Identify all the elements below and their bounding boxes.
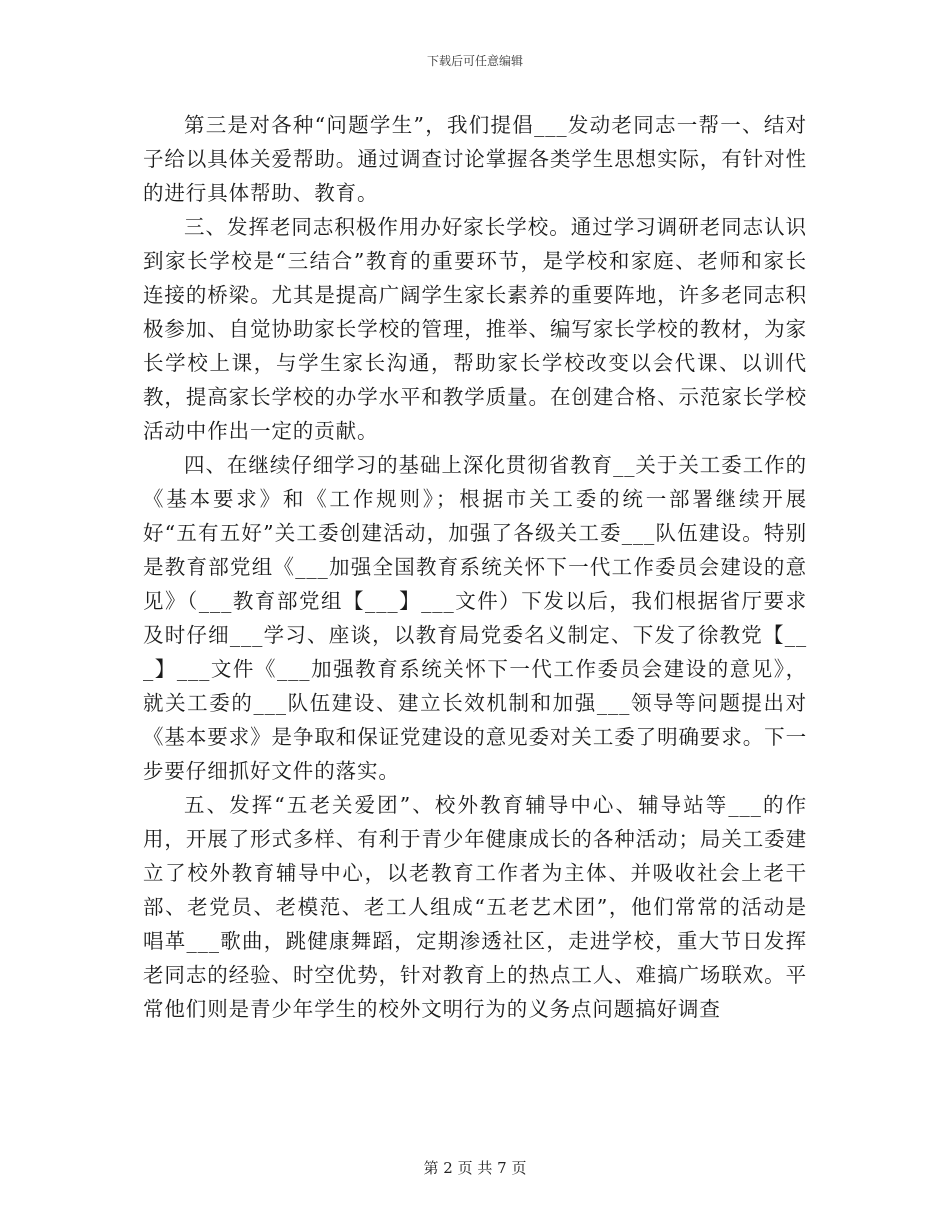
page-number: 第 2 页 共 7 页 — [423, 1159, 527, 1177]
paragraph-2: 三、发挥老同志积极作用办好家长学校。通过学习调研老同志认识到家长学校是“三结合”教育的重要环节，是学校和家庭、老师和家长连接的桥梁。尤其是提高广阔学生家长素养的重要阵地，许多老同志积极参加、自觉协助家长学校的管理，推举、编写家长学校的教材，为家长学校上课，与学生家长沟通，帮助家长学校改变以会代课、以训代教，提高家长学校的办学水平和教学质量。在创建合格、示范家长学校活动中作出一定的贡献。 — [143, 215, 807, 443]
document-body — [143, 108, 807, 1026]
paragraph-1: 第三是对各种“问题学生”，我们提倡___发动老同志一帮一、结对子给以具体关爱帮助。通过调查讨论掌握各类学生思想实际，有针对性的进行具体帮助、教育。 — [143, 113, 807, 205]
page-header: 下载后可任意编辑 — [426, 54, 523, 68]
paragraph-3: 四、在继续仔细学习的基础上深化贯彻省教育__关于关工委工作的《基本要求》和《工作规则》；根据市关工委的统一部署继续开展好“五有五好”关工委创建活动，加强了各级关工委___队伍建设。特别是教育部党组《___加强全国教育系统关怀下一代工作委员会建设的意见》（___教育部党组【___】___文件）下发以后，我们根据省厅要求及时仔细___学习、座谈，以教育局党委名义制定、下发了徐教党【___】___文件《___加强教育系统关怀下一代工作委员会建设的意见》，就关工委的___队伍建设、建立长效机制和加强___领导等问题提出对《基本要求》是争取和保证党建设的意见委对关工委了明确要求。下一步要仔细抓好文件的落实。 — [143, 453, 807, 783]
paragraph-4: 五、发挥“五老关爱团”、校外教育辅导中心、辅导站等___的作用，开展了形式多样、有利于青少年健康成长的各种活动；局关工委建立了校外教育辅导中心，以老教育工作者为主体、并吸收社会上老干部、老党员、老模范、老工人组成“五老艺术团”，他们常常的活动是唱革___歌曲，跳健康舞蹈，定期渗透社区，走进学校，重大节日发挥老同志的经验、时空优势，针对教育上的热点工人、难搞广场联欢。平常他们则是青少年学生的校外文明行为的义务点问题搞好调查 — [143, 793, 807, 1021]
